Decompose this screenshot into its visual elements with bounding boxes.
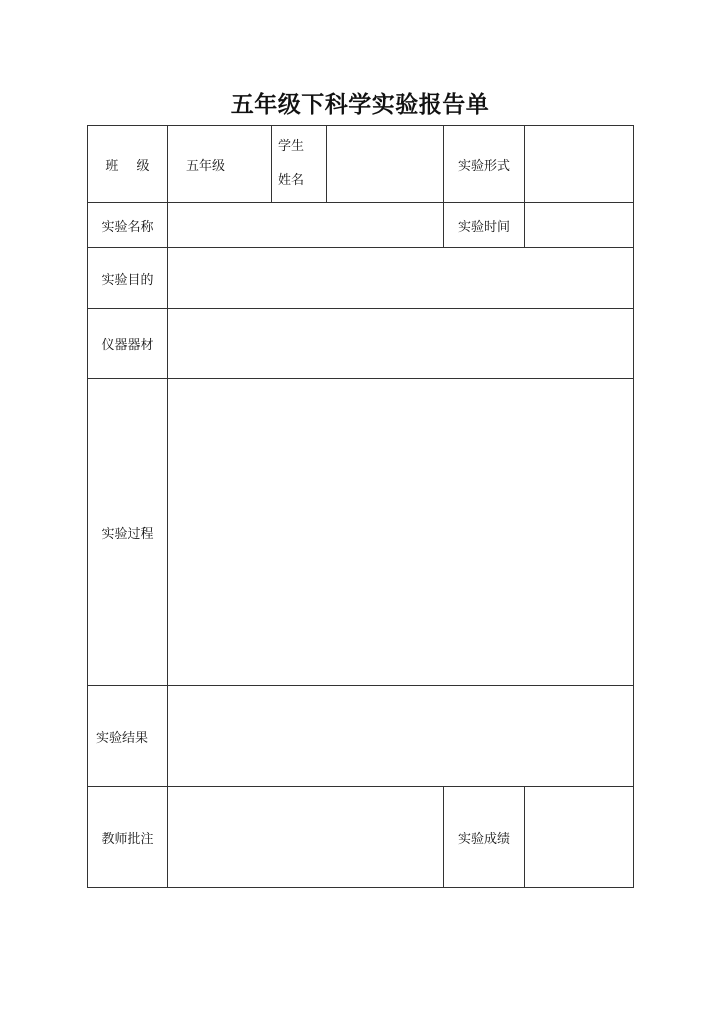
class-label: 班 级 <box>105 158 150 174</box>
experiment-form-label-cell <box>444 126 525 203</box>
experiment-time-label-cell <box>444 203 525 248</box>
experiment-report-table <box>87 125 634 888</box>
process-label-cell <box>88 379 168 686</box>
purpose-label-cell <box>88 248 168 309</box>
experiment-form-label: 实验形式 <box>457 158 510 174</box>
student-name-label-line2: 姓名 <box>278 173 305 188</box>
row-result <box>88 686 634 787</box>
process-label: 实验过程 <box>101 526 154 542</box>
student-name-field[interactable] <box>327 126 444 203</box>
experiment-name-label: 实验名称 <box>101 219 154 235</box>
score-label: 实验成绩 <box>457 831 510 847</box>
row-purpose <box>88 248 634 309</box>
result-field[interactable] <box>168 686 634 787</box>
result-label: 实验结果 <box>96 730 149 746</box>
student-name-label-cell <box>272 126 327 203</box>
class-value-cell[interactable] <box>168 126 272 203</box>
experiment-name-label-cell <box>88 203 168 248</box>
row-experiment-name-time <box>88 203 634 248</box>
class-value: 五年级 <box>186 158 226 174</box>
purpose-field[interactable] <box>168 248 634 309</box>
experiment-name-field[interactable] <box>168 203 444 248</box>
teacher-comment-label-cell <box>88 787 168 888</box>
class-label-cell <box>88 126 168 203</box>
teacher-comment-field[interactable] <box>168 787 444 888</box>
equipment-label: 仪器器材 <box>101 338 154 353</box>
row-process <box>88 379 634 686</box>
row-teacher-comment-score <box>88 787 634 888</box>
score-label-cell <box>444 787 525 888</box>
experiment-form-field[interactable] <box>525 126 634 203</box>
equipment-field[interactable] <box>168 309 634 379</box>
result-label-cell <box>88 686 168 787</box>
purpose-label: 实验目的 <box>101 272 154 288</box>
teacher-comment-label: 教师批注 <box>101 831 154 847</box>
score-field[interactable] <box>525 787 634 888</box>
row-equipment <box>88 309 634 379</box>
student-name-label-line1: 学生 <box>278 139 305 154</box>
document-title: 五年级下科学实验报告单 <box>230 92 490 118</box>
experiment-time-field[interactable] <box>525 203 634 248</box>
process-field[interactable] <box>168 379 634 686</box>
row-class-name-form <box>88 126 634 203</box>
experiment-time-label: 实验时间 <box>457 219 510 235</box>
equipment-label-cell <box>88 309 168 379</box>
